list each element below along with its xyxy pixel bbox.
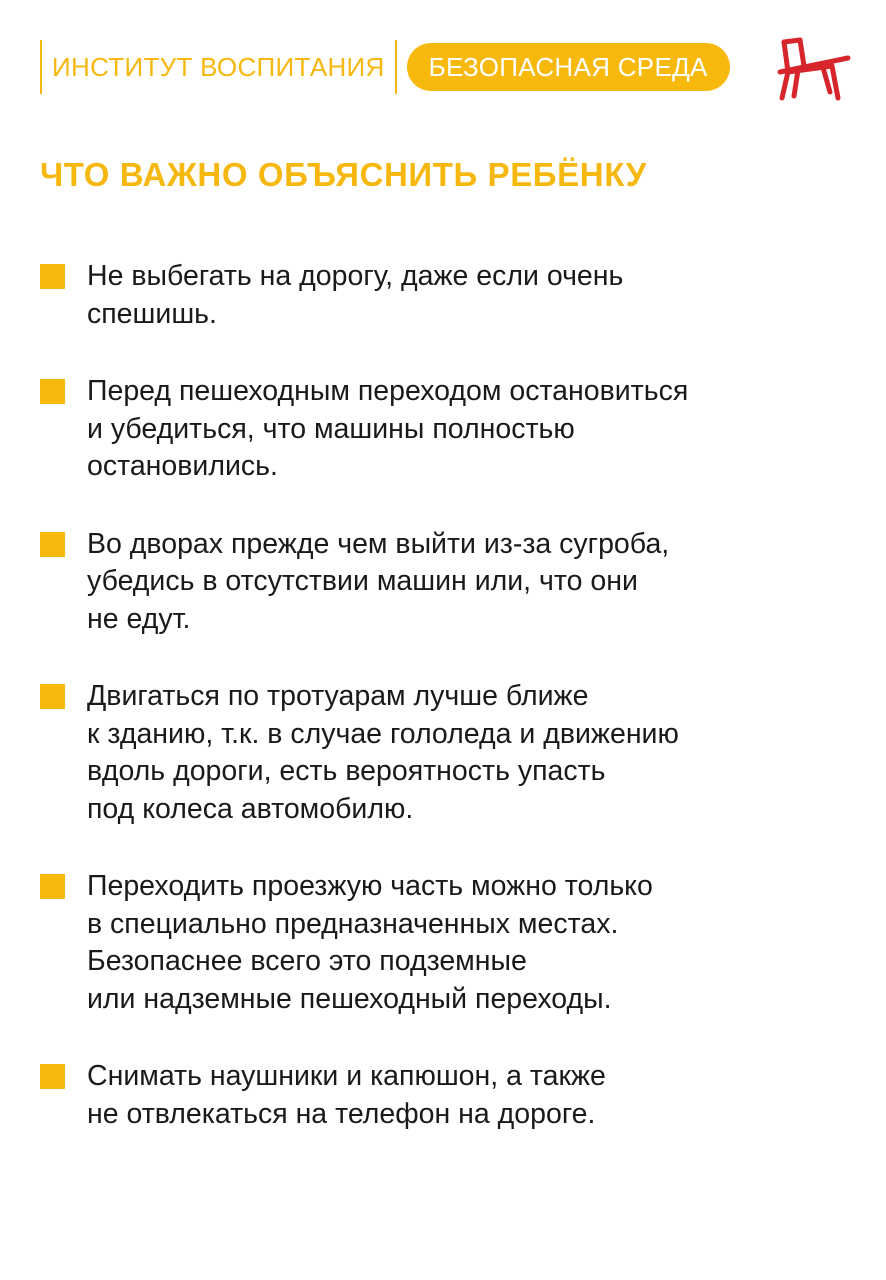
square-bullet-icon bbox=[40, 264, 65, 289]
item-text-line: к зданию, т.к. в случае гололеда и движению bbox=[87, 717, 679, 750]
header bbox=[40, 40, 730, 94]
item-text-line: не отвлекаться на телефон на дороге. bbox=[87, 1097, 596, 1130]
square-bullet-icon bbox=[40, 684, 65, 709]
item-text-line: Не выбегать на дорогу, даже если очень bbox=[87, 260, 624, 292]
item-text-line: Перед пешеходным переходом остановиться bbox=[87, 375, 689, 407]
item-text-line: вдоль дороги, есть вероятность упасть bbox=[87, 755, 606, 787]
list-item bbox=[40, 526, 850, 639]
item-text-line: Во дворах прежде чем выйти из-за сугроба, bbox=[87, 527, 670, 560]
item-text-line: убедись в отсутствии машин или, что они bbox=[87, 565, 638, 597]
square-bullet-icon bbox=[40, 379, 65, 404]
item-text-line: спешишь. bbox=[87, 297, 217, 330]
item-text-line: в специально предназначенных местах. bbox=[87, 907, 619, 940]
square-bullet-icon bbox=[40, 1064, 65, 1089]
square-bullet-icon bbox=[40, 874, 65, 899]
item-text-line: и убедиться, что машины полностью bbox=[87, 412, 575, 445]
item-text-line: не едут. bbox=[87, 602, 191, 635]
red-chair-logo-icon bbox=[774, 36, 854, 102]
page-title: ЧТО ВАЖНО ОБЪЯСНИТЬ РЕБЁНКУ bbox=[40, 156, 647, 193]
section-badge: БЕЗОПАСНАЯ СРЕДА bbox=[407, 43, 730, 91]
header-divider-right bbox=[395, 40, 397, 94]
item-text-line: Переходить проезжую часть можно только bbox=[87, 870, 653, 902]
item-text-line: Безопаснее всего это подземные bbox=[87, 945, 527, 977]
list-item bbox=[40, 868, 850, 1018]
list-item bbox=[40, 258, 850, 333]
square-bullet-icon bbox=[40, 532, 65, 557]
item-text-line: или надземные пешеходный переходы. bbox=[87, 982, 612, 1015]
list-item bbox=[40, 373, 850, 486]
item-text-line: остановились. bbox=[87, 450, 278, 482]
item-text-line: Снимать наушники и капюшон, а также bbox=[87, 1060, 606, 1092]
org-name: ИНСТИТУТ ВОСПИТАНИЯ bbox=[52, 51, 385, 82]
list-item bbox=[40, 678, 850, 828]
advice-list bbox=[40, 258, 850, 1133]
list-item bbox=[40, 1058, 850, 1133]
item-text-line: Двигаться по тротуарам лучше ближе bbox=[87, 680, 589, 712]
item-text-line: под колеса автомобилю. bbox=[87, 792, 414, 825]
